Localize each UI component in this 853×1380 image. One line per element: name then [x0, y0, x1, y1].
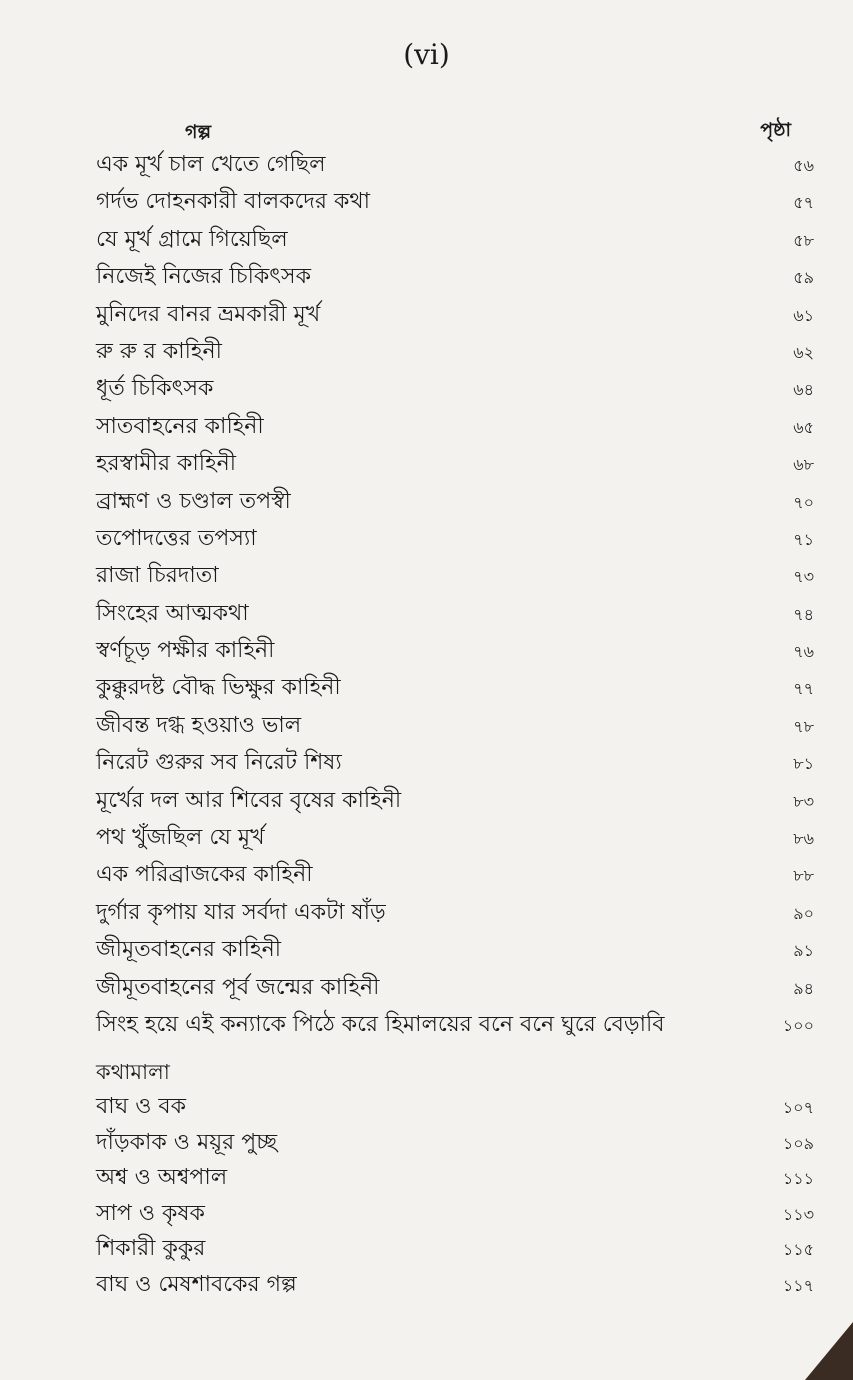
toc-entry [96, 445, 814, 482]
entry-page-number: ১১৫ [782, 1240, 814, 1259]
entry-page-number: ৬৫ [793, 417, 814, 437]
entry-page-number: ৫৮ [793, 230, 814, 250]
entry-title: পথ খুঁজছিল যে মূর্খ [96, 825, 265, 851]
toc-entry [96, 1231, 814, 1267]
kathamala-list [96, 1055, 814, 1302]
entry-title: নিজেই নিজের চিকিৎসক [96, 264, 311, 290]
toc-entry [96, 744, 814, 781]
toc-entry [96, 595, 814, 632]
entry-page-number: ৭০ [793, 492, 814, 512]
entry-page-number: ৬৪ [793, 380, 814, 400]
toc-entry [96, 408, 814, 445]
entry-title: দুর্গার কৃপায় যার সর্বদা একটা ষাঁড় [96, 899, 386, 925]
toc-entry [96, 296, 814, 333]
entry-page-number: ৭৭ [793, 679, 814, 699]
entry-title: সিংহের আত্মকথা [96, 600, 249, 626]
entry-page-number: ৫৯ [793, 268, 814, 288]
entry-title: যে মূর্খ গ্রামে গিয়েছিল [96, 226, 288, 252]
toc-entry [96, 632, 814, 669]
entry-page-number: ৭৮ [793, 716, 814, 736]
entry-page-number: ৬২ [793, 342, 814, 362]
entry-title: মূর্খের দল আর শিবের বৃষের কাহিনী [96, 787, 402, 813]
entry-page-number: ৯০ [793, 903, 814, 923]
entry-page-number: ৮৩ [793, 791, 814, 811]
entry-page-number: ৫৬ [793, 156, 814, 175]
entry-title: জীমূতবাহনের পূর্ব জন্মের কাহিনী [96, 974, 380, 1000]
toc-entry [96, 1196, 814, 1232]
entry-title: জীমূতবাহনের কাহিনী [96, 937, 281, 963]
entry-page-number: ৬৮ [793, 455, 814, 475]
entry-page-number: ১০৯ [782, 1133, 814, 1153]
entry-title: রাজা চিরদাতা [96, 563, 219, 589]
entry-title: ব্রাহ্মণ ও চণ্ডাল তপস্বী [96, 488, 291, 514]
toc-entry [96, 1089, 814, 1125]
entry-page-number: ৭১ [793, 529, 814, 549]
entry-title: শিকারী কুকুর [96, 1236, 206, 1261]
toc-entry [96, 520, 814, 557]
toc-entry [96, 931, 814, 968]
entry-page-number: ৯১ [793, 941, 814, 961]
entry-page-number: ৮৮ [793, 866, 814, 886]
toc-entry [96, 333, 814, 370]
entry-page-number: ১১৭ [782, 1275, 814, 1295]
toc-entry [96, 183, 814, 220]
toc-entry [96, 707, 814, 744]
entry-title: কুক্কুরদষ্ট বৌদ্ধ ভিক্ষুর কাহিনী [96, 675, 341, 701]
entry-page-number: ৮৬ [793, 829, 814, 849]
column-header-page: পৃষ্ঠা [760, 119, 791, 141]
entry-title: বাঘ ও মেষশাবকের গল্প [96, 1271, 297, 1297]
entry-title: বাঘ ও বক [96, 1094, 187, 1119]
toc-entry [96, 1160, 814, 1196]
toc-entry [96, 146, 814, 183]
entry-title: এক মূর্খ চাল খেতে গেছিল [96, 152, 326, 177]
entry-page-number: ১০৭ [782, 1098, 814, 1117]
entry-page-number: ৫৭ [793, 193, 814, 213]
entry-title: সাতবাহনের কাহিনী [96, 413, 264, 439]
entry-title: ধূর্ত চিকিৎসক [96, 376, 214, 402]
toc-entry [96, 483, 814, 520]
entry-title: জীবন্ত দগ্ধ হওয়াও ভাল [96, 712, 302, 738]
toc-entry [96, 557, 814, 594]
entry-page-number: ১১৩ [782, 1204, 814, 1224]
entry-title: তপোদত্তের তপস্যা [96, 525, 257, 551]
entry-page-number: ১০০ [782, 1015, 814, 1035]
entry-title: সিংহ হয়ে এই কন্যাকে পিঠে করে হিমালয়ের বনে বনে ঘুরে বেড়াবি [96, 1011, 665, 1037]
column-header-story: গল্প [185, 121, 212, 143]
toc-entry [96, 1006, 814, 1043]
entry-title: মুনিদের বানর ভ্রমকারী মূর্খ [96, 301, 321, 327]
entry-title: এক পরিব্রাজকের কাহিনী [96, 862, 313, 888]
entry-page-number: ৮১ [793, 754, 814, 774]
entry-title: দাঁড়কাক ও ময়ূর পুচ্ছ [96, 1129, 278, 1155]
toc-entry [96, 1267, 814, 1303]
section-title: কথামালা [96, 1060, 170, 1084]
toc-entry [96, 258, 814, 295]
entry-page-number: ৯৪ [793, 978, 814, 998]
toc-entry [96, 894, 814, 931]
entry-page-number: ৭৪ [793, 604, 814, 624]
entry-page-number: ৭৩ [793, 567, 814, 587]
page-corner [805, 1322, 853, 1380]
toc-entry [96, 1125, 814, 1161]
toc-entry [96, 782, 814, 819]
entry-page-number: ৬১ [793, 305, 814, 325]
toc-entry [96, 370, 814, 407]
page-number: (vi) [403, 38, 450, 71]
toc-entry [96, 969, 814, 1006]
entry-title: গর্দভ দোহনকারী বালকদের কথা [96, 189, 370, 215]
entry-title: নিরেট গুরুর সব নিরেট শিষ্য [96, 750, 342, 776]
entry-title: অশ্ব ও অশ্বপাল [96, 1165, 228, 1190]
toc-entry [96, 221, 814, 258]
toc-entry [96, 819, 814, 856]
entry-page-number: ১১১ [782, 1169, 814, 1188]
entry-title: রু রু র কাহিনী [96, 338, 222, 364]
contents-list [96, 146, 814, 1043]
entry-title: সাপ ও কৃষক [96, 1200, 205, 1226]
toc-entry [96, 669, 814, 706]
entry-title: স্বর্ণচূড় পক্ষীর কাহিনী [96, 638, 275, 664]
entry-title: হরস্বামীর কাহিনী [96, 451, 237, 477]
toc-entry [96, 856, 814, 893]
entry-page-number: ৭৬ [793, 642, 814, 662]
